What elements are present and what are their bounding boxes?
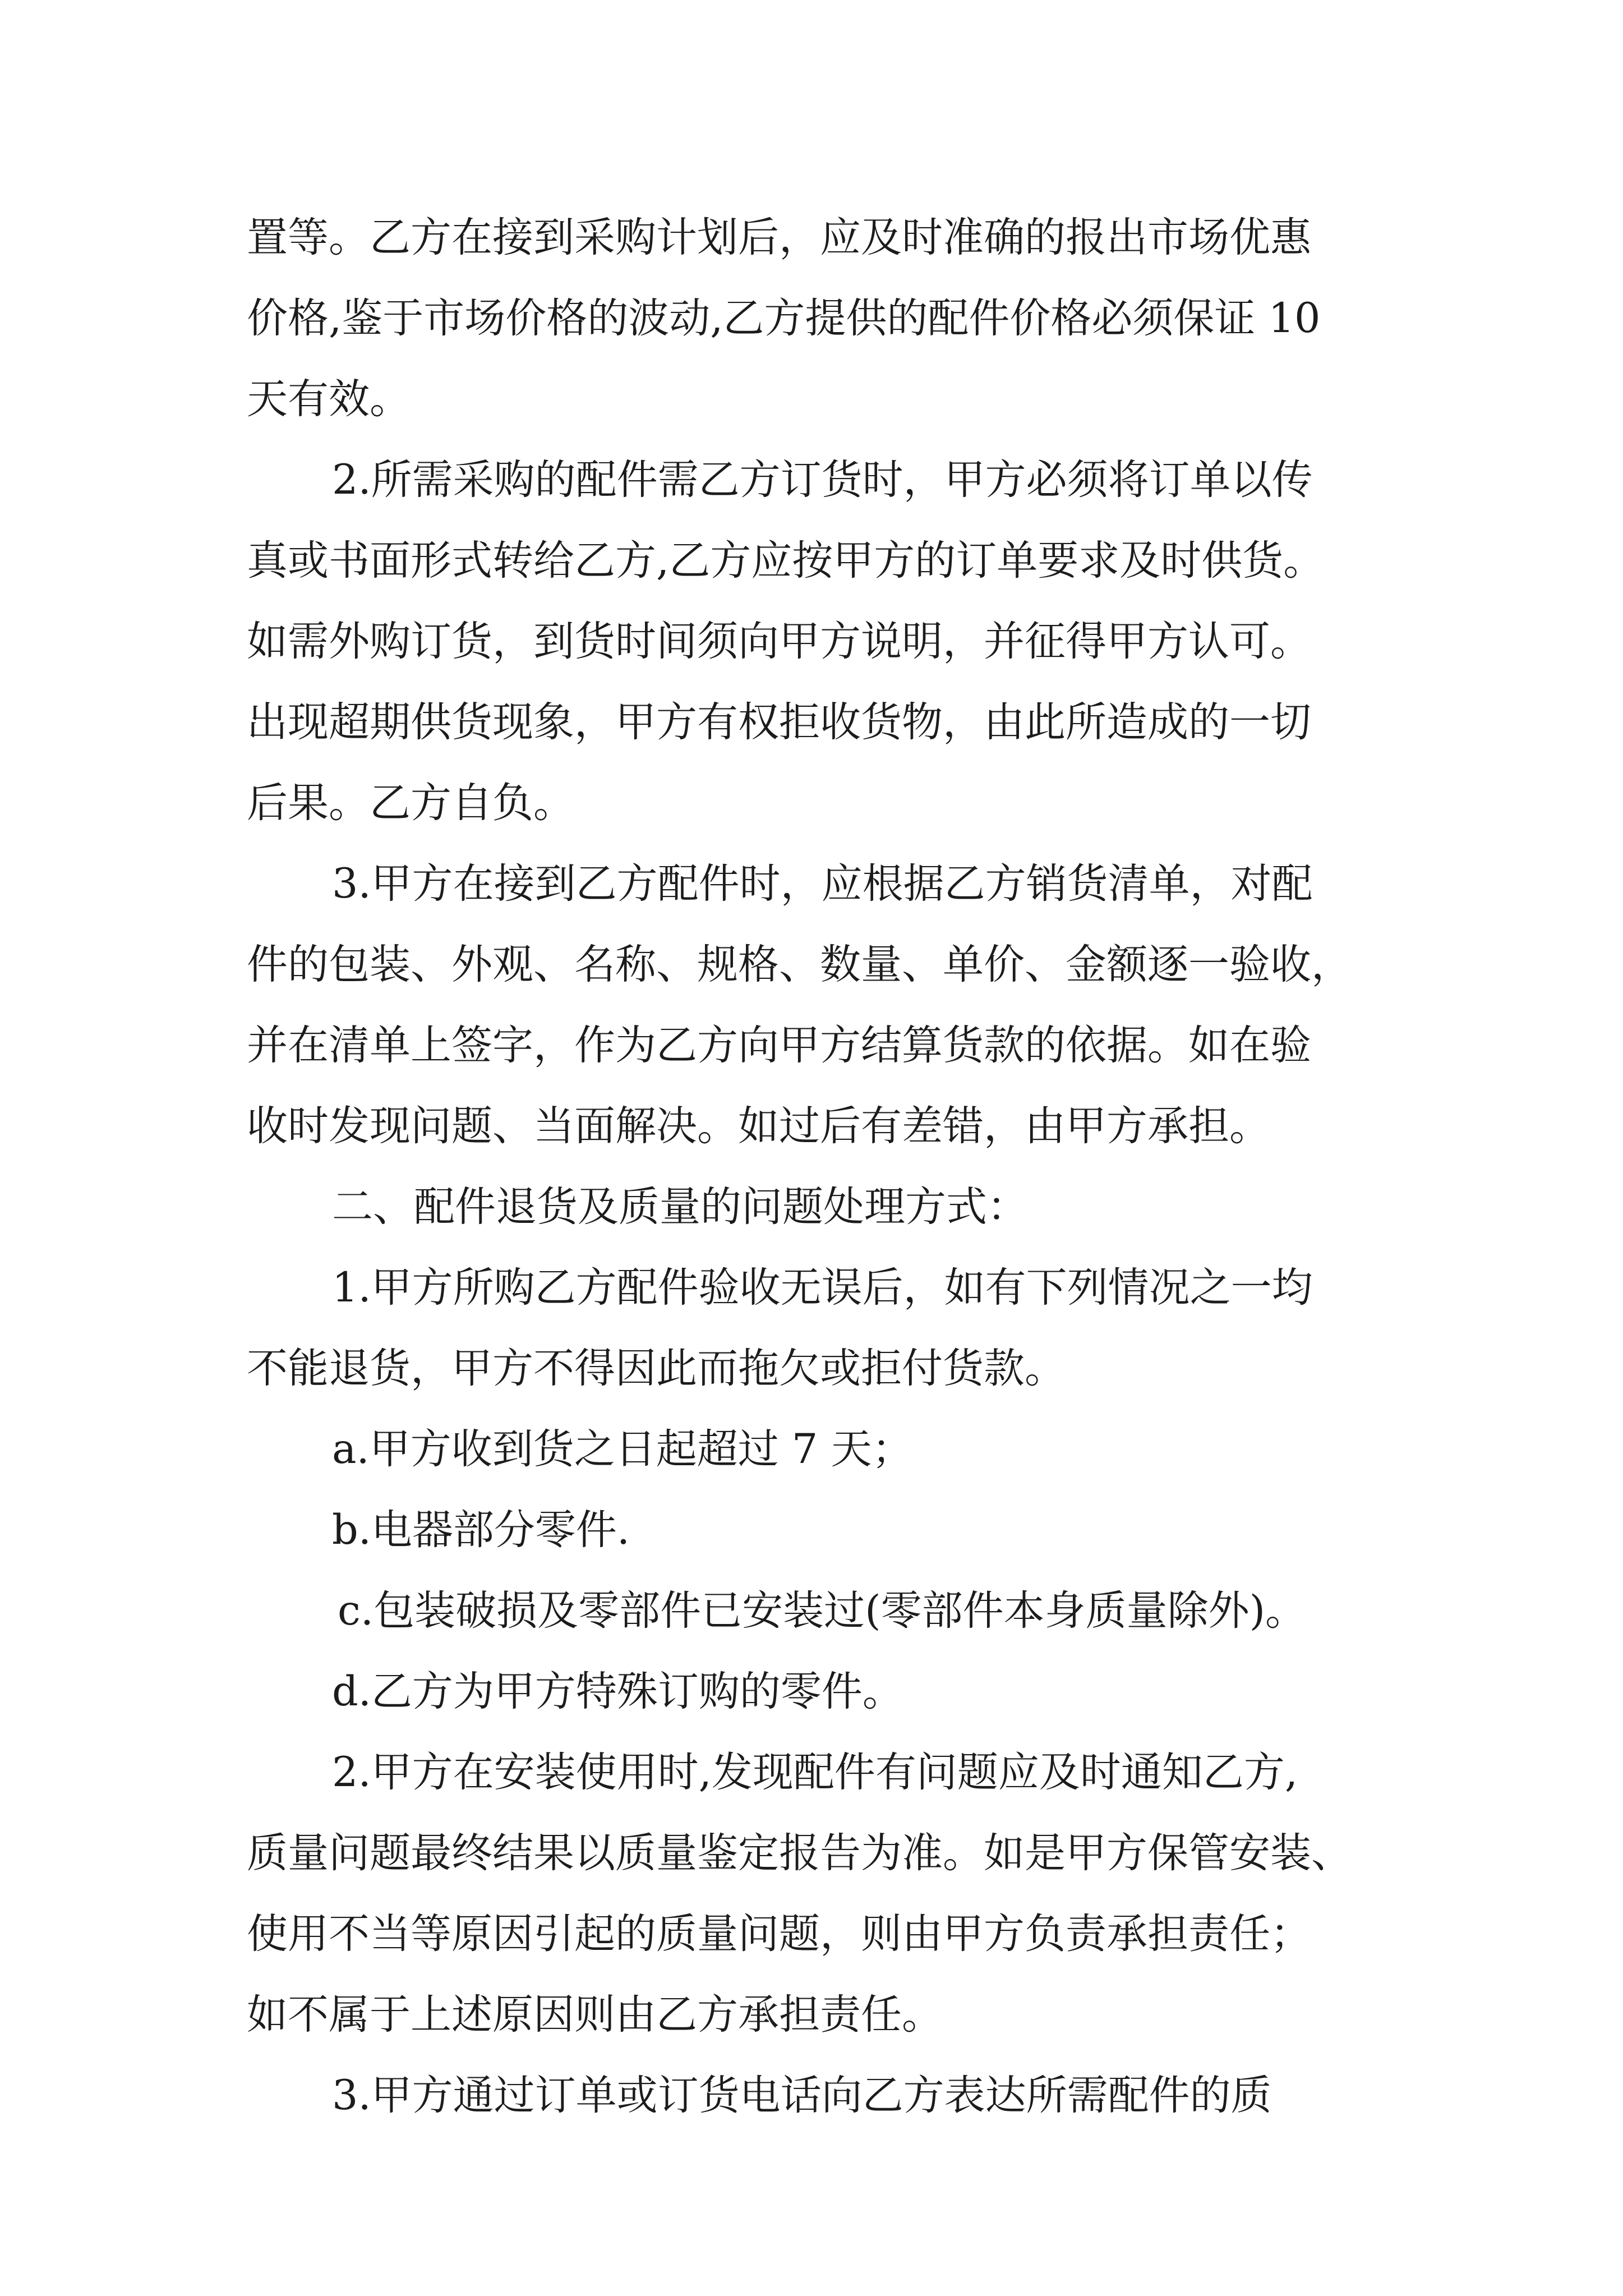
text-line: 1.甲方所购乙方配件验收无误后，如有下列情况之一均: [332, 1264, 1313, 1312]
section-heading: 二、配件退货及质量的问题处理方式：: [332, 1183, 1028, 1231]
text-line: 置等。乙方在接到采购计划后，应及时准确的报出市场优惠: [247, 214, 1311, 261]
text-line: 出现超期供货现象，甲方有权拒收货物，由此所造成的一切: [247, 698, 1311, 746]
text-line: 价格,鉴于市场价格的波动,乙方提供的配件价格必须保证 10: [247, 295, 1321, 342]
text-line: 件的包装、外观、名称、规格、数量、单价、金额逐一验收，: [247, 941, 1352, 988]
text-line: 使用不当等原因引起的质量问题，则由甲方负责承担责任；: [247, 1910, 1311, 1958]
list-item: c.包装破损及零部件已安装过(零部件本身质量除外)。: [338, 1587, 1307, 1635]
list-item: d.乙方为甲方特殊订购的零件。: [332, 1668, 903, 1715]
text-line: 不能退货，甲方不得因此而拖欠或拒付货款。: [247, 1345, 1066, 1392]
text-line: 3.甲方通过订单或订货电话向乙方表达所需配件的质: [332, 2072, 1272, 2119]
text-line: 3.甲方在接到乙方配件时，应根据乙方销货清单，对配: [332, 860, 1313, 908]
document-body: [247, 197, 1385, 2136]
text-line: 后果。乙方自负。: [247, 779, 574, 827]
text-line: 收时发现问题、当面解决。如过后有差错，由甲方承担。: [247, 1102, 1270, 1150]
text-line: 质量问题最终结果以质量鉴定报告为准。如是甲方保管安装、: [247, 1829, 1352, 1877]
text-line: 天有效。: [247, 375, 411, 423]
text-line: 真或书面形式转给乙方,乙方应按甲方的订单要求及时供货。: [247, 537, 1325, 585]
text-line: 如需外购订货，到货时间须向甲方说明，并征得甲方认可。: [247, 618, 1311, 665]
list-item: a.甲方收到货之日起超过 7 天；: [332, 1425, 913, 1473]
text-line: 如不属于上述原因则由乙方承担责任。: [247, 1991, 943, 2039]
list-item: b.电器部分零件.: [332, 1506, 630, 1554]
text-line: 2.所需采购的配件需乙方订货时，甲方必须将订单以传: [332, 456, 1313, 504]
text-line: 2.甲方在安装使用时,发现配件有问题应及时通知乙方,: [332, 1749, 1298, 1796]
text-line: 并在清单上签字，作为乙方向甲方结算货款的依据。如在验: [247, 1022, 1311, 1069]
